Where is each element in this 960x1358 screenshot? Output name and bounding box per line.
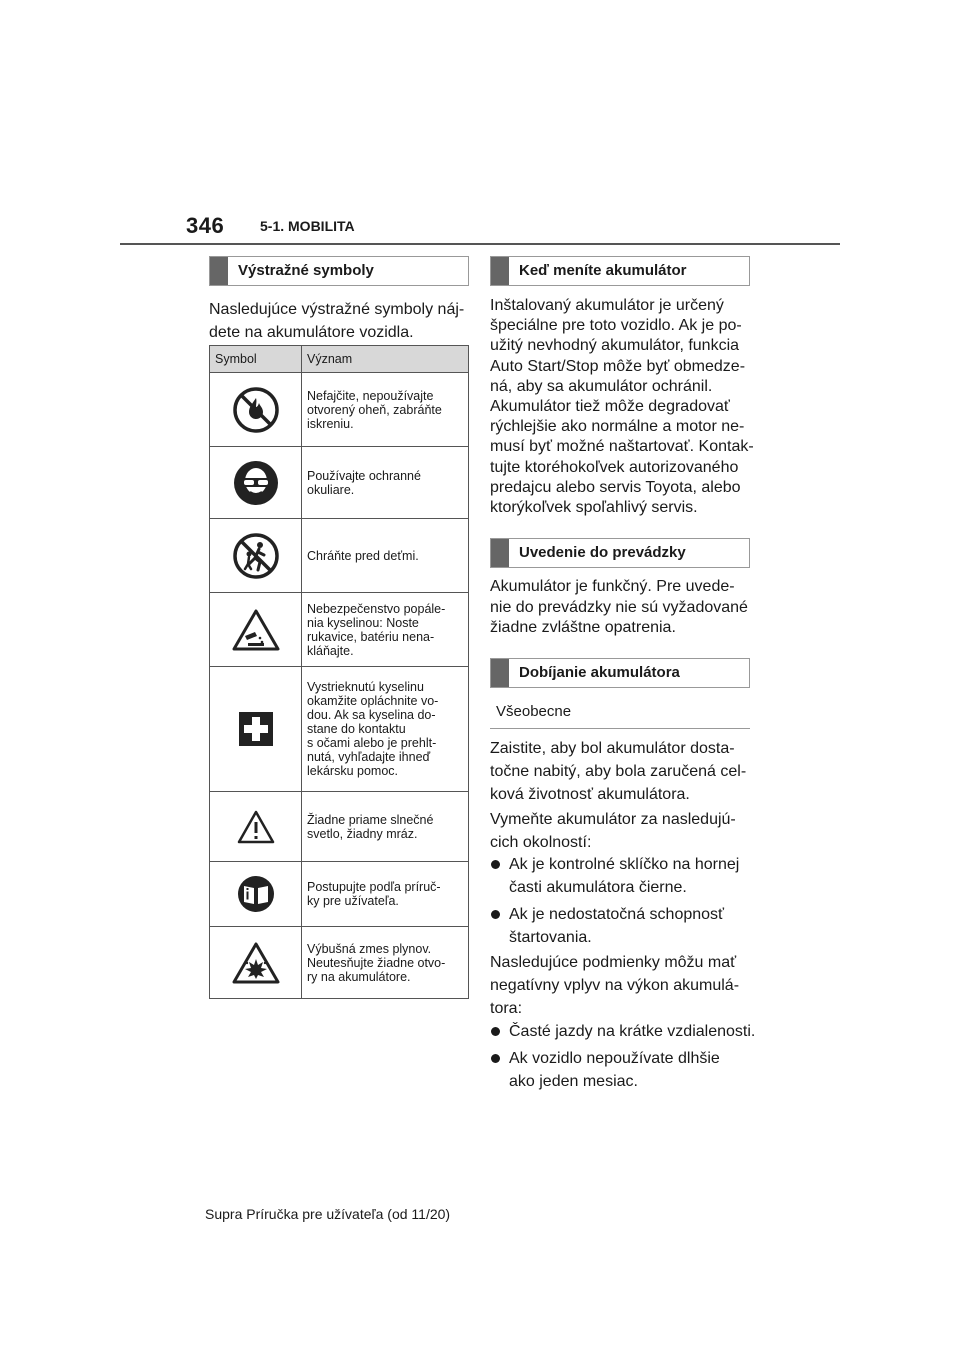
text-line: otvorený oheň, zabráňte: [307, 402, 442, 417]
text-line: ktorýkoľvek spoľahlivý servis.: [490, 499, 698, 517]
commission-paragraph: [490, 577, 780, 639]
text-line: Nebezpečenstvo popále-: [307, 601, 446, 616]
symbol-cell: [210, 373, 302, 447]
text-line: s očami alebo je prehlt-: [307, 736, 437, 750]
text-line: ry na akumulátore.: [307, 969, 411, 984]
heading-text: Uvedenie do prevádzky: [519, 544, 686, 561]
meaning-cell: [302, 667, 469, 792]
meaning-cell: [302, 519, 469, 593]
text-line: okamžite opláchnite vo-: [307, 694, 439, 708]
text-line: Chráňte pred deťmi.: [307, 548, 419, 563]
warning-triangle-icon: [236, 809, 276, 845]
table-row: [210, 373, 469, 447]
text-line: Nasledujúce výstražné symboly náj-: [209, 301, 465, 318]
text-line: stane do kontaktu: [307, 722, 406, 736]
text-line: dete na akumulátore vozidla.: [209, 324, 414, 341]
heading-bar: [491, 659, 509, 687]
meaning-cell: [302, 862, 469, 927]
table-row: [210, 792, 469, 862]
list-item: [491, 1020, 781, 1043]
replace-paragraph: [490, 296, 780, 518]
subheading-general: [490, 693, 750, 729]
text-line: žiadne zvláštne opatrenia.: [490, 619, 676, 636]
text-line: tora:: [490, 1000, 523, 1017]
text-line: rukavice, batériu nena-: [307, 629, 435, 644]
text-line: Výbušná zmes plynov.: [307, 941, 432, 956]
text-line: Nasledujúce podmienky môžu mať: [490, 954, 737, 971]
text-line: predajcu alebo servis Toyota, alebo: [490, 478, 741, 496]
subheading-text: Všeobecne: [496, 703, 572, 720]
text-line: Časté jazdy na krátke vzdialenosti.: [509, 1023, 756, 1040]
meaning-cell: [302, 792, 469, 862]
heading-warning-symbols: [209, 256, 469, 286]
table-row: [210, 593, 469, 667]
table-row: [210, 447, 469, 519]
manual-book-icon: [237, 875, 275, 913]
text-line: točne nabitý, aby bola zaručená cel-: [490, 763, 747, 780]
text-line: Ak je kontrolné sklíčko na hornej: [509, 856, 740, 873]
text-line: nia kyselinou: Noste: [307, 615, 419, 630]
heading-bar: [210, 257, 228, 285]
text-line: ako jeden mesiac.: [509, 1073, 638, 1090]
text-line: cich okolností:: [490, 834, 592, 851]
symbol-cell: [210, 447, 302, 519]
text-line: Ak vozidlo nepoužívate dlhšie: [509, 1050, 720, 1067]
col-header-symbol: Symbol: [210, 346, 302, 373]
list-item: [491, 853, 781, 899]
table-row: [210, 519, 469, 593]
text-line: ková životnosť akumulátora.: [490, 786, 690, 803]
text-line: Akumulátor je funkčný. Pre uvede-: [490, 578, 735, 595]
table-row: [210, 667, 469, 792]
symbol-cell: [210, 667, 302, 792]
heading-replacing-battery: [490, 256, 750, 286]
heading-text: Dobíjanie akumulátora: [519, 664, 680, 681]
heading-text: Keď meníte akumulátor: [519, 262, 687, 279]
replace-when-paragraph: [490, 808, 780, 854]
text-line: lekársku pomoc.: [307, 764, 399, 778]
symbols-table: [209, 345, 469, 999]
text-line: Používajte ochranné: [307, 468, 421, 483]
text-line: Ak je nedostatočná schopnosť: [509, 906, 725, 923]
safety-goggles-icon: [232, 459, 280, 507]
text-line: dou. Ak sa kyselina do-: [307, 708, 436, 722]
table-header-row: [210, 346, 469, 373]
text-line: svetlo, žiadny mráz.: [307, 826, 418, 841]
keep-away-children-icon: [232, 532, 280, 580]
text-line: časti akumulátora čierne.: [509, 879, 687, 896]
heading-commissioning: [490, 538, 750, 568]
page-footer: Supra Príručka pre užívateľa (od 11/20): [205, 1206, 451, 1222]
table-row: [210, 927, 469, 999]
meaning-cell: [302, 447, 469, 519]
symbol-cell: [210, 519, 302, 593]
text-line: špeciálne pre toto vozidlo. Ak je po-: [490, 317, 742, 335]
text-line: štartovania.: [509, 929, 592, 946]
bullet-list-replace: [491, 853, 781, 953]
heading-bar: [491, 539, 509, 567]
symbol-cell: [210, 792, 302, 862]
text-line: Inštalovaný akumulátor je určený: [490, 297, 724, 314]
text-line: Žiadne priame slnečné: [307, 812, 434, 827]
text-line: Nefajčite, nepoužívajte: [307, 388, 434, 403]
text-line: ná, aby sa akumulátor ochránil.: [490, 377, 713, 395]
first-aid-icon: [239, 712, 273, 746]
no-fire-icon: [232, 386, 280, 434]
text-line: užitý nevhodný akumulátor, funkcia: [490, 337, 740, 355]
list-item: [491, 903, 781, 949]
charge-paragraph: [490, 737, 780, 806]
header-rule: [120, 243, 840, 245]
text-line: ky pre užívateľa.: [307, 894, 399, 908]
text-line: rýchlejšie ako normálne a motor ne-: [490, 418, 745, 436]
text-line: tujte ktoréhokoľvek autorizovaného: [490, 458, 739, 476]
list-item: [491, 1047, 781, 1093]
text-line: nutá, vyhľadajte ihneď: [307, 750, 431, 764]
text-line: Postupujte podľa príruč-: [307, 880, 441, 894]
meaning-cell: [302, 373, 469, 447]
symbol-cell: [210, 593, 302, 667]
text-line: Vymeňte akumulátor za nasledujú-: [490, 811, 736, 828]
text-line: Vystrieknutú kyselinu: [307, 680, 424, 694]
text-line: Akumulátor tiež môže degradovať: [490, 398, 730, 416]
text-line: kláňajte.: [307, 643, 354, 658]
meaning-cell: [302, 927, 469, 999]
acid-warning-icon: [231, 608, 281, 652]
text-line: negatívny vplyv na výkon akumulá-: [490, 977, 740, 994]
meaning-cell: [302, 593, 469, 667]
conditions-paragraph: [490, 951, 780, 1020]
text-line: okuliare.: [307, 482, 355, 497]
section-title: 5-1. MOBILITA: [260, 218, 355, 234]
text-line: nie do prevádzky nie sú vyžadované: [490, 598, 748, 616]
table-row: [210, 862, 469, 927]
intro-paragraph: [209, 298, 479, 344]
text-line: Auto Start/Stop môže byť obmedze-: [490, 357, 746, 375]
col-header-meaning: Význam: [302, 346, 469, 373]
heading-text: Výstražné symboly: [238, 262, 374, 279]
text-line: Zaistite, aby bol akumulátor dosta-: [490, 740, 735, 757]
page-number: 346: [186, 213, 225, 238]
symbol-cell: [210, 927, 302, 999]
text-line: musí byť možné naštartovať. Kontak-: [490, 438, 754, 456]
text-line: iskreniu.: [307, 416, 354, 431]
heading-charging: [490, 658, 750, 688]
text-line: Neutesňujte žiadne otvo-: [307, 955, 446, 970]
bullet-list-conditions: [491, 1020, 781, 1097]
symbol-cell: [210, 862, 302, 927]
explosive-gas-icon: [231, 941, 281, 985]
heading-bar: [491, 257, 509, 285]
